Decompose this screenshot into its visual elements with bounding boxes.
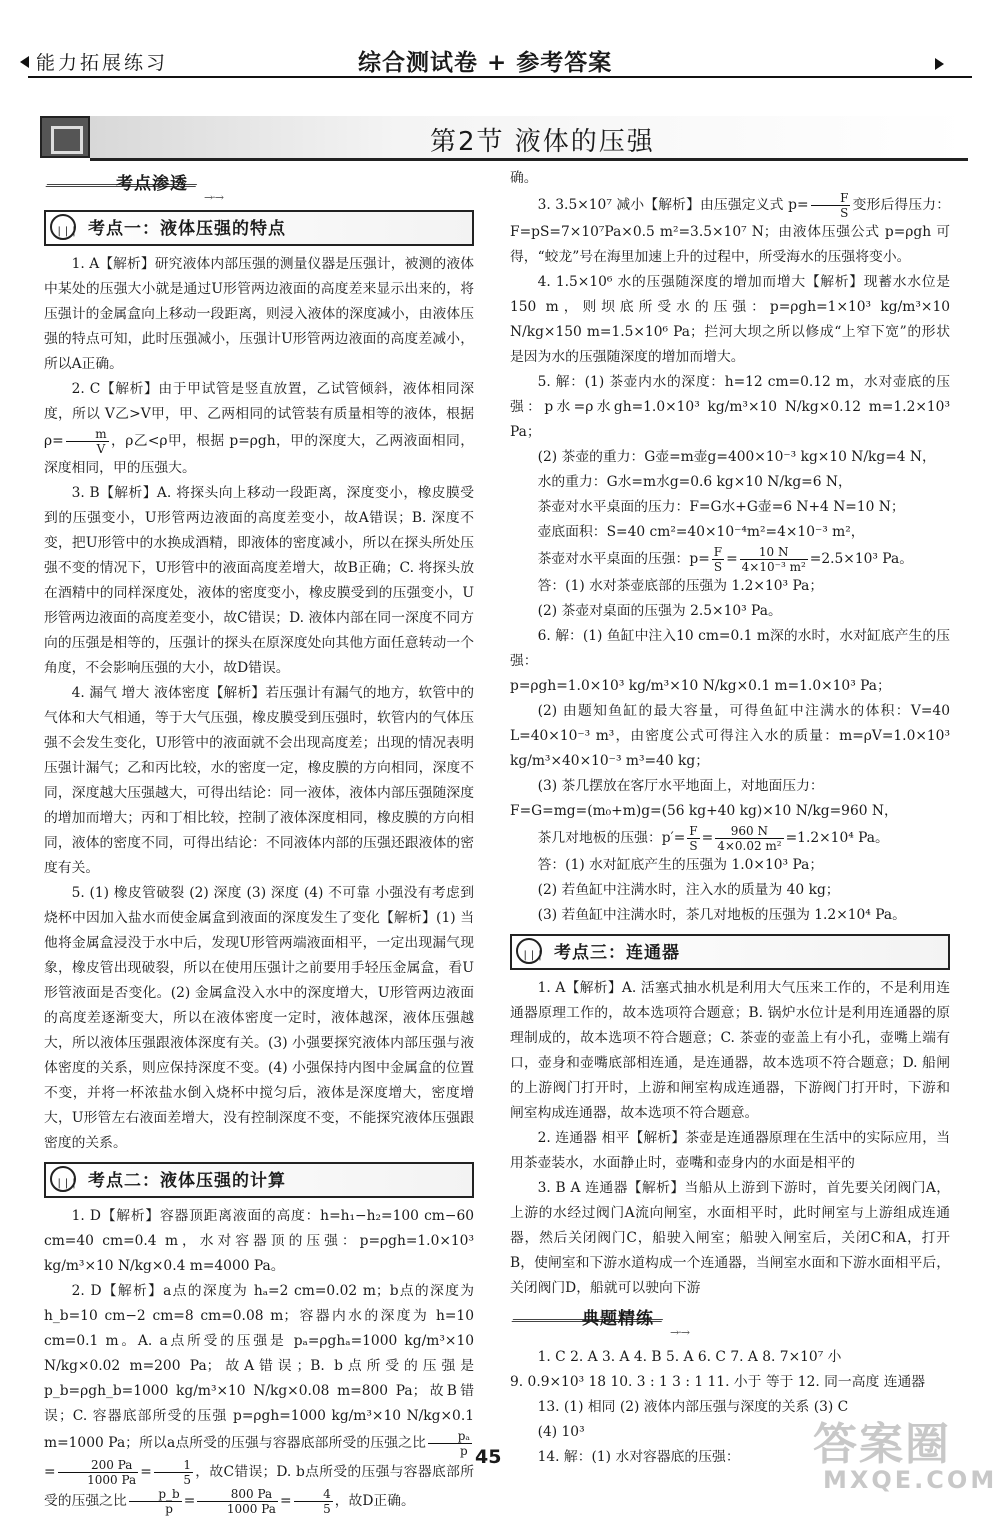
answer-1-9-d: (3) 茶几摆放在客厅水平地面上，对地面压力：: [537, 778, 824, 794]
answer-1-9-i: (3) 若鱼缸中注满水时，茶几对地板的压强为 1.2×10⁴ Pa。: [537, 907, 906, 923]
answer-1-8-h: (2) 茶壶对桌面的压强为 2.5×10³ Pa。: [537, 603, 782, 619]
answer-1-4: 4. 漏气 增大 液体密度【解析】若压强计有漏气的地方，软管中的气体和大气相通，等于大气压强，橡皮膜受到压强时，软管内的气体压强不会发生变化，U形管中的液面就不会出现高度差；出现的情况表明压强计漏气；乙和丙比较，水的密度一定，橡皮膜的方向相同，深度不同，深度越大压强越大，可得出结论：同一液体，液体内部压强随深度的增加而增大；丙和丁相比较，控制了液体深度相同，橡皮膜的方向相同，液体的密度不同，可得出结论：不同液体内部的压强还跟液体的密度有关。: [44, 685, 474, 876]
answer-3-2: 2. 连通器 相平【解析】茶壶是连通器原理在生活中的实际应用，当用茶壶装水，水面静止时，壶嘴和壶身内的水面是相平的: [510, 1130, 950, 1171]
header-book-title: 综合测试卷 + 参考答案: [358, 50, 613, 76]
drill-answers-3: 13. (1) 相同 (2) 液体内部压强与深度的关系 (3) C: [537, 1399, 849, 1415]
left-column: [44, 166, 474, 1516]
answer-1-8-d: 茶壶对水平桌面的压力：F=G水+G壶=6 N+4 N=10 N；: [537, 499, 905, 515]
drill-answers-5: 14. 解：(1) 水对容器底的压强：: [537, 1449, 740, 1465]
answer-1-7: 4. 1.5×10⁶ 水的压强随深度的增加而增大【解析】现蓄水水位是150 m，则坝底所受水的压强：p=ρgh=1×10³ kg/m³×10 N/kg×150 m=1.5×10⁶ Pa；拦河大坝之所以修成“上窄下宽”的形状是因为水的压强随深度的增加而增大。: [510, 274, 950, 365]
answer-3-3: 3. B A 连通器【解析】当船从上游到下游时，首先要关闭阀门A，上游的水经过阀门A流向闸室，水面相平时，此时闸室与上游组成连通器，然后关闭阀门C，船驶入闸室；船驶入闸室后，关闭C和A，打开B，使闸室和下游水道构成一个连通器，当闸室水面和下游水面相平后，关闭阀门D，船就可以驶向下游: [510, 1180, 950, 1296]
point-one-bar: ❘❘❘ 考点一：液体压强的特点: [44, 210, 474, 246]
answer-1-9-a: 6. 解：(1) 鱼缸中注入10 cm=0.1 m深的水时，水对缸底产生的压强：: [510, 628, 950, 669]
answer-1-1: 1. A【解析】研究液体内部压强的测量仪器是压强计，被测的液体中某处的压强大小就是通过U形管两边液面的高度差来显示出来的，将压强计的金属盒向上移动一段距离，则浸入液体的深度减小，由液体压强的特点可知，此时压强减小，压强计U形管两边液面的高度差减小，所以A正确。: [44, 256, 474, 372]
drill-answers-2: 9. 0.9×10³ 18 10. 3 : 1 3 : 1 11. 小于 等于 12. 同一高度 连通器: [510, 1374, 926, 1390]
answer-2-1: 1. D【解析】容器顶距离液面的高度：h=h₁−h₂=100 cm−60 cm=40 cm=0.4 m，水对容器顶的压强：p=ρgh=1.0×10³ kg/m³×10 N/kg×0.4 m=4000 Pa。: [44, 1208, 474, 1274]
answer-1-9-c: (2) 由题知鱼缸的最大容量，可得鱼缸中注满水的体积：V=40 L=40×10⁻³ m³，由密度公式可得注入水的质量：m=ρV=1.0×10³ kg/m³×40×10⁻³ m³=40 kg；: [510, 703, 950, 769]
answer-1-3: 3. B【解析】A. 将探头向上移动一段距离，深度变小，橡皮膜受到的压强变小，U形管两边液面的高度差变小，故A错误；B. 深度不变，把U形管中的水换成酒精，即液体的密度减小，所以在探头所处压强不变的情况下，U形管中的液面高度差增大，故B正确；C. 将探头放在酒精中的同样深度处，液体的密度变小，橡皮膜受到的压强变小，U形管两边液面的高度差变小，故C错误；D. 液体内部在同一深度不同方向的压强是相等的，压强计的探头在原深度处向其他方面任意转动一个角度，不会影响压强的大小，故D错误。: [44, 485, 475, 676]
answer-1-9-g: 答：(1) 水对缸底产生的压强为 1.0×10³ Pa；: [537, 857, 824, 873]
answer-1-5: 5. (1) 橡皮管破裂 (2) 深度 (3) 深度 (4) 不可靠 小强没有考虑到烧杯中因加入盐水而使金属盒到液面的深度发生了变化【解析】(1) 当他将金属盒浸没于水中后，发现U形管两端液面相平，一定出现漏气现象，橡皮管出现破裂，所以在使用压强计之前要用手轻压金属盒，看U形管液面是否变化。(2) 金属盒没入水中的深度增大，U形管两边液面的高度差逐渐变大，所以在液体密度一定时，液体越深，液体压强越大，所以液体压强跟液体深度有关。(3) 小强要探究液体内部压强与液体密度的关系，则应保持深度不变。(4) 小强保持内图中金属盒的位置不变，并将一杯浓盐水倒入烧杯中搅匀后，液体是深度增大，密度增大，U形管左右液面差增大，没有控制深度不变，不能探究液体压强跟密度的关系。: [44, 885, 474, 1151]
answer-1-8-c: 水的重力：G水=m水g=0.6 kg×10 N/kg=6 N，: [537, 474, 852, 490]
right-column: [510, 166, 950, 1470]
point-badge-icon: [50, 1166, 76, 1192]
answer-1-9-e: F=G=mg=(m₀+m)g=(56 kg+40 kg)×10 N/kg=960 N，: [510, 803, 898, 819]
page-number: 45: [475, 1446, 502, 1468]
answer-1-9-h: (2) 若鱼缸中注满水时，注入水的质量为 40 kg；: [537, 882, 840, 898]
answer-1-2: 2. C【解析】由于甲试管是竖直放置，乙试管倾斜，液体相同深度，所以 V乙>V甲，甲、乙两相同的试管装有质量相等的液体，根据 ρ= $\frac{m}{V}$ ，ρ乙<ρ甲，根据 p=ρgh，甲的深度大，乙两液面相同，深度相同，甲的压强大。: [44, 381, 474, 476]
answer-2-2: 2. D【解析】a点的深度为 hₐ=2 cm=0.02 m；b点的深度为 h_b=10 cm−2 cm=8 cm=0.08 m；容器内水的深度为 h=10 cm=0.1 m。A. a点所受的压强是 pₐ=ρghₐ=1000 kg/m³×10 N/kg×0.02 m=200 Pa；故A错误；B. b点所受的压强是 p_b=ρgh_b=1000 kg/m³×10 N/kg×0.08 m=800 Pa；故B错误；C. 容器底部所受的压强 p=ρgh=1000 kg/m³×10 N/kg×0.1 m=1000 Pa；所以a点所受的压强与容器底部所受的压强之比 $\frac{\text{pₐ}}{p}$ = $\frac{200 Pa}{1000 Pa}$ = $\frac{1}{5}$ ，故C错误；D. b点所受的压强与容器底部所受的压强之比 $\frac{p\_b}{p}$ = $\frac{800 Pa}{1000 Pa}$ = $\frac{4}{5}$ ，故D正确。: [44, 1283, 474, 1516]
point-badge-icon: [50, 214, 76, 240]
section-title: 第2节 液体的压强: [430, 127, 655, 157]
watermark-logo: 答案圈 MXQE.COM: [813, 1419, 998, 1494]
answer-1-8-f: 茶壶对水平桌面的压强：p= $\frac{F}{S}$ = $\frac{10 N}{\text{4×10⁻³ m²}}$ =2.5×10³ Pa。: [537, 545, 913, 574]
drill-answers-1: 1. C 2. A 3. A 4. B 5. A 6. C 7. A 8. 7×10⁷ 小: [537, 1349, 842, 1365]
continuation-text: 确。: [510, 170, 538, 186]
point-badge-icon: [516, 938, 542, 964]
section-logo-icon: [40, 116, 90, 158]
answer-1-8-a: 5. 解：(1) 茶壶内水的深度：h=12 cm=0.12 m，水对壶底的压强：p水=ρ水gh=1.0×10³ kg/m³×10 N/kg×0.12 m=1.2×10³ Pa；: [510, 374, 950, 440]
header-arrow-icon: [935, 58, 944, 70]
answer-1-8-g: 答：(1) 水对茶壶底部的压强为 1.2×10³ Pa；: [537, 578, 824, 594]
drill-answers-4: (4) 10³: [537, 1424, 585, 1440]
header-series-title: 能力拓展练习: [36, 48, 168, 75]
answer-1-8-b: (2) 茶壶的重力：G壶=m壶g=400×10⁻³ kg×10 N/kg=4 N，: [537, 449, 936, 465]
answer-3-1: 1. A【解析】A. 活塞式抽水机是利用大气压来工作的，不是利用连通器原理工作的，故本选项符合题意；B. 锅炉水位计是利用连通器的原理制成的，故本选项不符合题意；C. 茶壶的壶盖上有小孔，壶嘴上端有口，壶身和壶嘴底部相连通，是连通器，故本选项不符合题意；D. 船闸的上游阀门打开时，上游和闸室构成连通器，下游阀门打开时，下游和闸室构成连通器，故本选项不符合题意。: [510, 980, 950, 1121]
ribbon-dianti: 典题精练 →·→: [510, 1305, 950, 1339]
ribbon-kaodian: 考点渗透 →·→: [44, 170, 474, 204]
answer-1-6: 3. 3.5×10⁷ 减小【解析】由压强定义式 p= $\frac{F}{S}$ 变形后得压力：F=pS=7×10⁷Pa×0.5 m²=3.5×10⁷ N；由液体压强公式 p=ρgh 可得，“蛟龙”号在海里加速上升的过程中，所受海水的压强将变小。: [510, 191, 950, 265]
section-title-bar: [40, 116, 968, 160]
answer-1-8-e: 壶底面积：S=40 cm²=40×10⁻⁴m²=4×10⁻³ m²，: [537, 524, 865, 540]
point-two-bar: ❘❘❘ 考点二：液体压强的计算: [44, 1162, 474, 1198]
answer-1-9-b: p=ρgh=1.0×10³ kg/m³×10 N/kg×0.1 m=1.0×10³ Pa；: [510, 678, 891, 694]
page-header: [28, 44, 972, 78]
point-three-bar: ❘❘❘ 考点三：连通器: [510, 934, 950, 970]
header-rule: [28, 76, 972, 78]
answer-1-9-f: 茶几对地板的压强：p′= $\frac{F}{S}$ = $\frac{960 N}{\text{4×0.02 m²}}$ =1.2×10⁴ Pa。: [537, 824, 889, 853]
